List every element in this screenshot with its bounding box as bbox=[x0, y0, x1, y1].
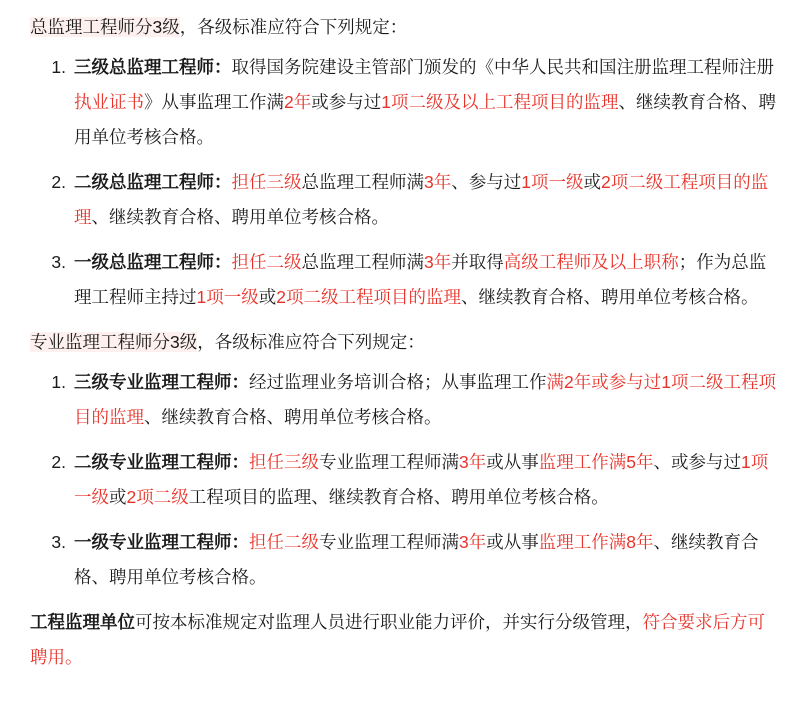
item-seg2: 专业监理工程师满 bbox=[319, 532, 459, 552]
item-seg8: 或 bbox=[109, 487, 127, 507]
item-seg4: 、参与过 bbox=[451, 172, 522, 192]
list-item-text bbox=[74, 57, 776, 147]
item-title: 三级专业监理工程师： bbox=[74, 372, 249, 392]
item-seg4: 或从事 bbox=[486, 532, 539, 552]
list-item-number: 1. bbox=[51, 57, 66, 77]
item-seg5-red: 监理工作满8年 bbox=[538, 532, 654, 552]
item-seg1: 经过监理业务培训合格；从事监理工作 bbox=[249, 372, 547, 392]
list-item bbox=[22, 50, 778, 155]
item-seg3-red: 3年 bbox=[424, 172, 452, 192]
list-item bbox=[22, 445, 778, 515]
item-seg2: 总监理工程师满 bbox=[301, 252, 424, 272]
item-seg7-red: 1项一级 bbox=[74, 452, 769, 507]
item-title: 二级专业监理工程师： bbox=[74, 452, 249, 472]
item-seg4-red: 2年 bbox=[284, 92, 312, 112]
footer-text: 可按本标准规定对监理人员进行职业能力评价，并实行分级管理， bbox=[135, 612, 643, 632]
item-seg7-red: 1项一级 bbox=[196, 287, 259, 307]
item-seg9-red: 2项二级工程项目的监理 bbox=[276, 287, 461, 307]
item-seg9-red: 2项二级 bbox=[126, 487, 189, 507]
item-seg10: 工程项目的监理、继续教育合格、聘用单位考核合格。 bbox=[188, 487, 609, 507]
item-seg7-red: 2项二级工程项目的监理 bbox=[74, 172, 769, 227]
list-item-text bbox=[74, 452, 768, 507]
footer-paragraph bbox=[30, 605, 778, 675]
list-item-number: 1. bbox=[51, 372, 66, 392]
list-item bbox=[22, 245, 778, 315]
item-seg2: 专业监理工程师满 bbox=[319, 452, 459, 472]
item-seg4: 或从事 bbox=[486, 452, 539, 472]
item-seg7: 、继续教育合格、聘用单位考核合格。 bbox=[74, 92, 776, 147]
item-seg6-red: 1项二级及以上工程项目的监理 bbox=[381, 92, 619, 112]
item-seg6: 、继续教育合格、聘用单位考核合格。 bbox=[74, 532, 759, 587]
list-item bbox=[22, 365, 778, 435]
item-seg3-red: 3年 bbox=[459, 452, 487, 472]
item-seg3-red: 3年 bbox=[459, 532, 487, 552]
section2-list bbox=[22, 365, 778, 595]
section2-heading-highlight: 专业监理工程师分3级 bbox=[30, 332, 198, 352]
section2-heading bbox=[30, 325, 778, 359]
item-seg3-red: 3年 bbox=[424, 252, 452, 272]
item-seg1-red: 担任三级 bbox=[249, 452, 319, 472]
list-item-text bbox=[74, 372, 776, 427]
footer-bold-lead: 工程监理单位 bbox=[30, 612, 135, 632]
footer-red-tail: 符合要求后方可聘用。 bbox=[30, 612, 765, 667]
item-title: 一级专业监理工程师： bbox=[74, 532, 249, 552]
item-seg2-red: 满2年或参与过1项二级工程项目的监理 bbox=[74, 372, 776, 427]
item-seg3: 》从事监理工作满 bbox=[144, 92, 284, 112]
item-seg6: 、或参与过 bbox=[653, 452, 741, 472]
section1-list bbox=[22, 50, 778, 315]
item-seg5-red: 1项一级 bbox=[521, 172, 584, 192]
list-item-text bbox=[74, 252, 766, 307]
item-seg10: 、继续教育合格、聘用单位考核合格。 bbox=[460, 287, 759, 307]
item-seg4: 并取得 bbox=[451, 252, 504, 272]
item-seg5-red: 监理工作满5年 bbox=[538, 452, 654, 472]
section1-heading bbox=[30, 10, 778, 44]
item-seg2-red: 执业证书 bbox=[74, 92, 144, 112]
item-seg6: 或 bbox=[583, 172, 601, 192]
item-seg1: 取得国务院建设主管部门颁发的《中华人民共和国注册监理工程师 bbox=[231, 57, 739, 77]
item-title: 一级总监理工程师： bbox=[74, 252, 232, 272]
section1-heading-rest: ，各级标准应符合下列规定： bbox=[179, 17, 408, 37]
list-item-number: 2. bbox=[51, 452, 66, 472]
section1-heading-highlight: 总监理工程师分3级 bbox=[30, 17, 180, 37]
item-seg1-red: 担任二级 bbox=[249, 532, 319, 552]
item-seg1-red: 担任二级 bbox=[231, 252, 302, 272]
item-seg2: 总监理工程师满 bbox=[301, 172, 424, 192]
list-item-number: 2. bbox=[51, 172, 66, 192]
list-item-number: 3. bbox=[51, 252, 66, 272]
item-seg8: 、继续教育合格、聘用单位考核合格。 bbox=[91, 207, 389, 227]
list-item-text bbox=[74, 172, 768, 227]
list-item bbox=[22, 525, 778, 595]
list-item-number: 3. bbox=[51, 532, 66, 552]
item-seg1-red: 担任三级 bbox=[231, 172, 302, 192]
section2-heading-rest: ，各级标准应符合下列规定： bbox=[197, 332, 425, 352]
item-title: 二级总监理工程师： bbox=[74, 172, 232, 192]
item-seg5-red: 高级工程师及以上职称 bbox=[503, 252, 679, 272]
list-item-text bbox=[74, 532, 758, 587]
item-seg5: 或参与过 bbox=[311, 92, 382, 112]
item-title: 三级总监理工程师： bbox=[74, 57, 232, 77]
item-seg2-black: 注册 bbox=[739, 57, 774, 77]
item-seg8: 或 bbox=[258, 287, 277, 307]
list-item bbox=[22, 165, 778, 235]
item-seg6: ；作为总监理工程师主持过 bbox=[74, 252, 767, 307]
item-seg3: 、继续教育合格、聘用单位考核合格。 bbox=[144, 407, 442, 427]
